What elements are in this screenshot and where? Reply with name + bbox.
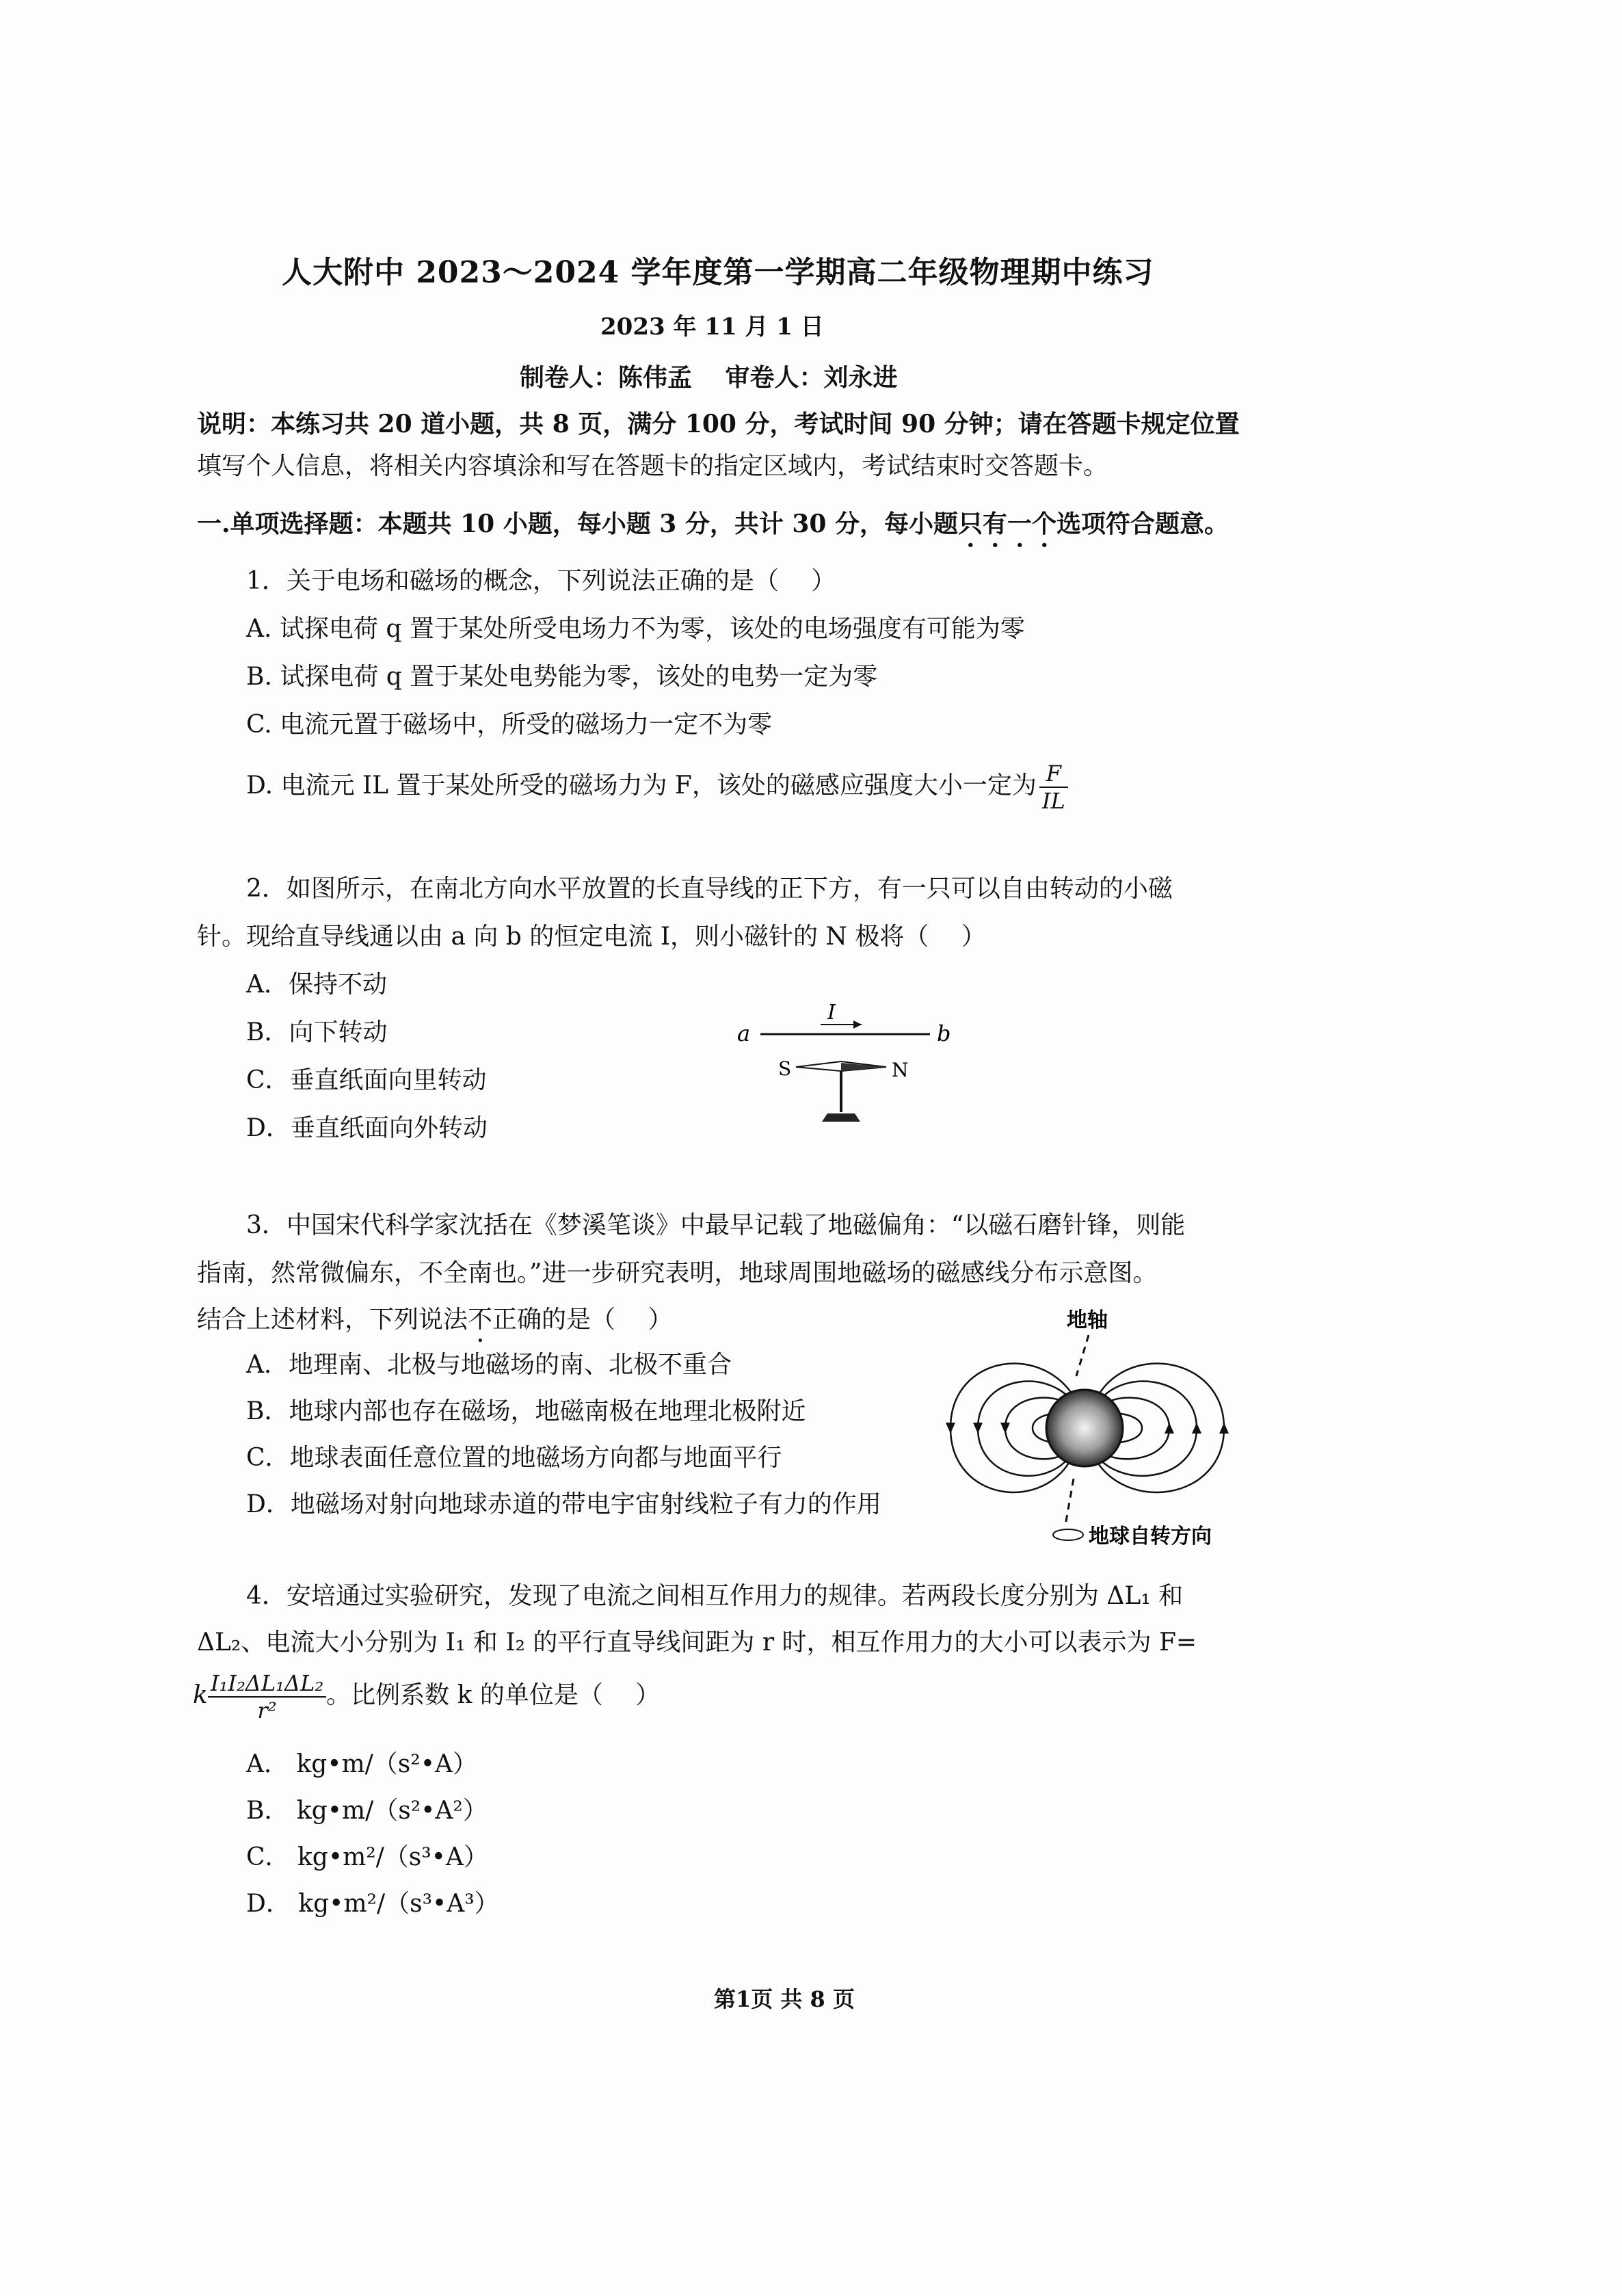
q4-fraction-den: r² [257, 1698, 277, 1724]
q1-fraction [1039, 761, 1068, 814]
q3-line-3-emphasis: 不 [468, 1306, 493, 1334]
q3-line-2: 指南，然常微偏东，不全南也。”进一步研究表明，地球周围地磁场的磁感线分布示意图。 [197, 1259, 1158, 1287]
section-heading-emphasis: 只有一个 [957, 510, 1056, 538]
q3-line-3-b: 正确的是（ ） [492, 1306, 673, 1334]
q2-line-2: 针。现给直导线通以由 a 向 b 的恒定电流 I，则小磁针的 N 极将（ ） [197, 923, 986, 951]
q2-line-1: 2．如图所示，在南北方向水平放置的长直导线的正下方，有一只可以自由转动的小磁 [246, 875, 1173, 903]
q4-line-2: ΔL₂、电流大小分别为 I₁ 和 I₂ 的平行直导线间距为 r 时，相互作用力的大小可以表示为 F= [197, 1628, 1197, 1657]
instructions-line-1 [197, 401, 1240, 448]
q2-option-d: D．垂直纸面向外转动 [246, 1114, 488, 1142]
q3-option-c: C．地球表面任意位置的地磁场方向都与地面平行 [246, 1444, 782, 1472]
q4-option-d: D． kg•m²/（s³•A³） [246, 1890, 499, 1918]
q2-label-a: a [737, 1020, 751, 1046]
q1-option-a: A. 试探电荷 q 置于某处所受电场力不为零，该处的电场强度有可能为零 [246, 615, 1025, 643]
exam-title: 人大附中 2023～2024 学年度第一学期高二年级物理期中练习 [282, 255, 1154, 290]
exam-date: 2023 年 11 月 1 日 [600, 313, 824, 341]
q3-earth-globe [1046, 1390, 1123, 1466]
instructions-line-2: 填写个人信息，将相关内容填涂和写在答题卡的指定区域内，考试结束时交答题卡。 [197, 452, 1108, 480]
q2-label-s: S [778, 1057, 792, 1080]
q3-geomagnetic-figure [937, 1299, 1265, 1559]
q4-fraction [208, 1670, 326, 1724]
q2-label-n: N [892, 1059, 909, 1081]
instructions-text-1: 说明：本练习共 20 道小题，共 8 页，满分 100 分，考试时间 90 分钟；请在答题卡规定位置 [197, 410, 1240, 438]
q1-stem: 1．关于电场和磁场的概念，下列说法正确的是（ ） [246, 567, 836, 595]
q2-wire-compass-figure [725, 992, 971, 1129]
q1-fraction-num: F [1039, 761, 1068, 788]
q2-option-a: A．保持不动 [246, 971, 387, 999]
q2-label-current: I [827, 1001, 836, 1025]
q3-rotation-label: 地球自转方向 [1089, 1525, 1212, 1548]
q3-line-3 [197, 1297, 672, 1348]
q3-rotation-symbol [1053, 1529, 1083, 1540]
q4-line-1: 4．安培通过实验研究，发现了电流之间相互作用力的规律。若两段长度分别为 ΔL₁ 和 [246, 1582, 1184, 1610]
q2-stand-base [822, 1113, 860, 1122]
q2-option-c: C．垂直纸面向里转动 [246, 1066, 487, 1094]
q3-line-3-a: 结合上述材料，下列说法 [197, 1306, 468, 1334]
q3-line-1: 3．中国宋代科学家沈括在《梦溪笔谈》中最早记载了地磁偏角：“以磁石磨针锋，则能 [246, 1211, 1186, 1239]
q1-option-c: C. 电流元置于磁场中，所受的磁场力一定不为零 [246, 711, 773, 739]
q2-option-b: B．向下转动 [246, 1018, 388, 1046]
section-heading-main: 一.单项选择题：本题共 10 小题，每小题 3 分，共计 30 分，每小题 [197, 510, 958, 538]
q2-label-b: b [937, 1020, 951, 1046]
q4-option-c: C． kg•m²/（s³•A） [246, 1843, 488, 1871]
q1-option-b: B. 试探电荷 q 置于某处电势能为零，该处的电势一定为零 [246, 663, 878, 691]
page-footer: 第1页 共 8 页 [714, 1986, 855, 2012]
q2-current-arrowhead [853, 1020, 862, 1029]
q4-line-3-tail: 。比例系数 k 的单位是（ ） [326, 1681, 661, 1709]
q3-option-a: A．地理南、北极与地磁场的南、北极不重合 [246, 1351, 732, 1379]
q4-fraction-num: I₁I₂ΔL₁ΔL₂ [208, 1670, 326, 1698]
q4-k: k [193, 1681, 208, 1709]
q3-earth-axis-bottom [1065, 1479, 1074, 1525]
q4-option-b: B． kg•m/（s²•A²） [246, 1797, 488, 1825]
q3-option-b: B．地球内部也存在磁场，地磁南极在地理北极附近 [246, 1397, 806, 1425]
q4-option-a: A． kg•m/（s²•A） [246, 1750, 477, 1778]
q3-earth-axis-top [1076, 1335, 1089, 1376]
q3-axis-label: 地轴 [1067, 1308, 1108, 1332]
q1-option-d [246, 761, 1068, 814]
exam-authors: 制卷人：陈伟孟 审卷人：刘永进 [520, 363, 898, 392]
q1-fraction-den: IL [1041, 788, 1065, 814]
q1-option-d-text: D. 电流元 IL 置于某处所受的磁场力为 F，该处的磁感应强度大小一定为 [246, 771, 1037, 800]
section-heading-tail: 选项符合题意。 [1056, 510, 1229, 538]
q3-option-d: D．地磁场对射向地球赤道的带电宇宙射线粒子有力的作用 [246, 1490, 881, 1518]
q4-line-3 [193, 1670, 660, 1724]
section-heading [197, 501, 1229, 553]
